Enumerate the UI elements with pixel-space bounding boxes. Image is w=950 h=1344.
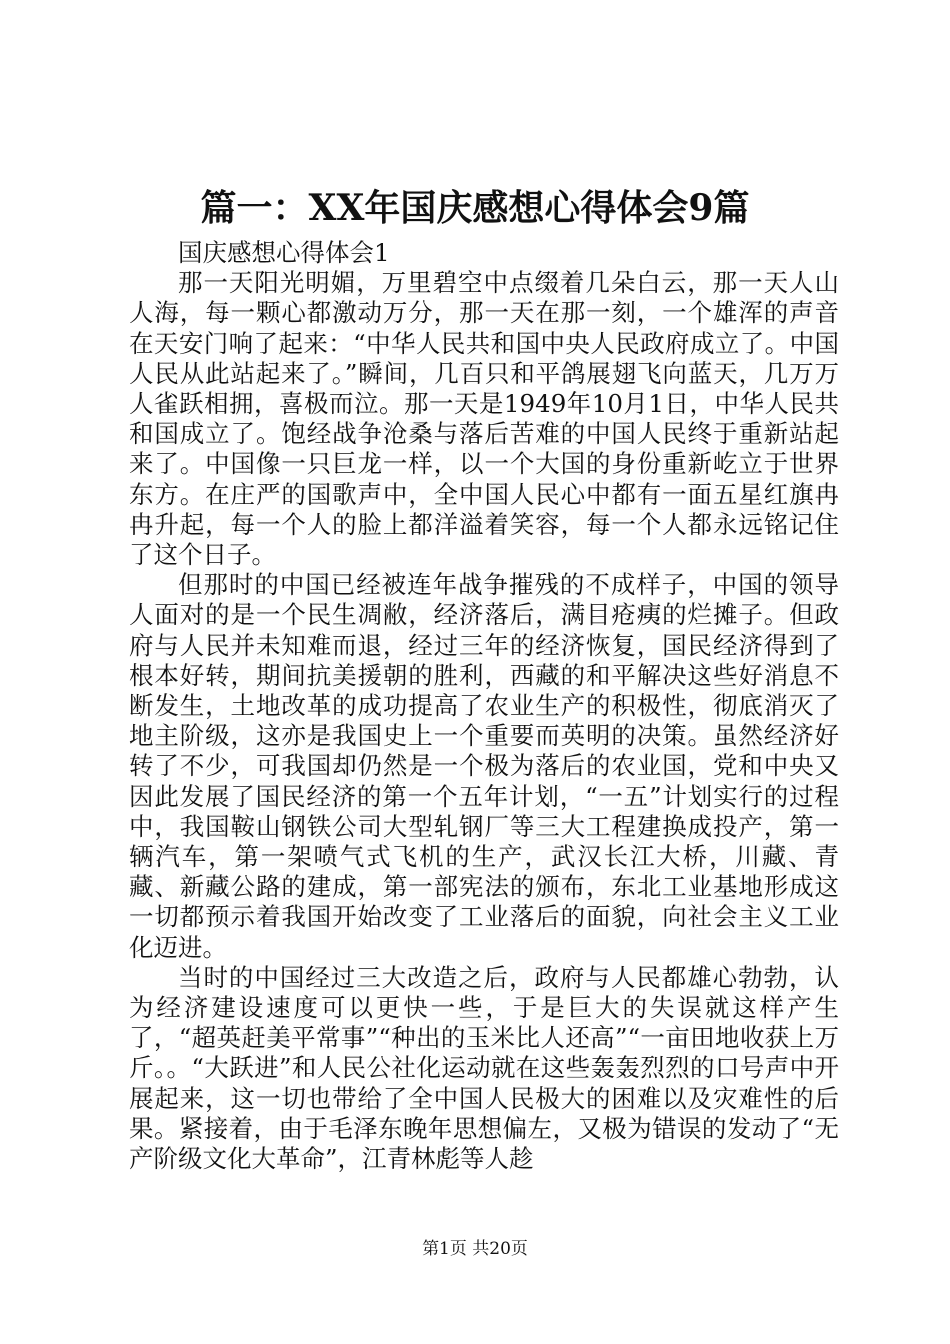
paragraph: 但那时的中国已经被连年战争摧残的不成样子，中国的领导人面对的是一个民生凋敝，经济落后，满目疮痍的烂摊子。但政府与人民并未知难而退，经过三年的经济恢复，国民经济得到了根本好转，期间抗美援朝的胜利，西藏的和平解决这些好消息不断发生，土地改革的成功提高了农业生产的积极性，彻底消灭了地主阶级，这亦是我国史上一个重要而英明的决策。虽然经济好转了不少，可我国却仍然是一个极为落后的农业国，党和中央又因此发展了国民经济的第一个五年计划，“一五”计划实行的过程中，我国鞍山钢铁公司大型轧钢厂等三大工程建换成投产，第一辆汽车，第一架喷气式飞机的生产，武汉长江大桥，川藏、青藏、新藏公路的建成，第一部宪法的颁布，东北工业基地形成这一切都预示着我国开始改变了工业落后的面貌，向社会主义工业化迈进。 (129, 570, 839, 962)
paragraph: 当时的中国经过三大改造之后，政府与人民都雄心勃勃，认为经济建设速度可以更快一些，于是巨大的失误就这样产生了，“超英赶美平常事”“种出的玉米比人还高”“一亩田地收获上万斤。。“大跃进”和人民公社化运动就在这些轰轰烈烈的口号声中开展起来，这一切也带给了全中国人民极大的困难以及灾难性的后果。紧接着，由于毛泽东晚年思想偏左，又极为错误的发动了“无产阶级文化大革命”，江青林彪等人趁 (129, 962, 839, 1174)
paragraph: 那一天阳光明媚，万里碧空中点缀着几朵白云，那一天人山人海，每一颗心都激动万分，那一天在那一刻，一个雄浑的声音在天安门响了起来：“中华人民共和国中央人民政府成立了。中国人民从此站起来了。”瞬间，几百只和平鸽展翅飞向蓝天，几万万人雀跃相拥，喜极而泣。那一天是1949年10月1日，中华人民共和国成立了。饱经战争沧桑与落后苦难的中国人民终于重新站起来了。中国像一只巨龙一样，以一个大国的身份重新屹立于世界东方。在庄严的国歌声中，全中国人民心中都有一面五星红旗冉冉升起，每一个人的脸上都洋溢着笑容，每一个人都永远铭记住了这个日子。 (129, 268, 839, 570)
document-title: 篇一：XX年国庆感想心得体会9篇 (200, 187, 750, 229)
document-body (129, 238, 839, 1174)
page-footer: 第1页 共20页 (422, 1239, 528, 1259)
section-heading: 国庆感想心得体会1 (178, 238, 390, 267)
